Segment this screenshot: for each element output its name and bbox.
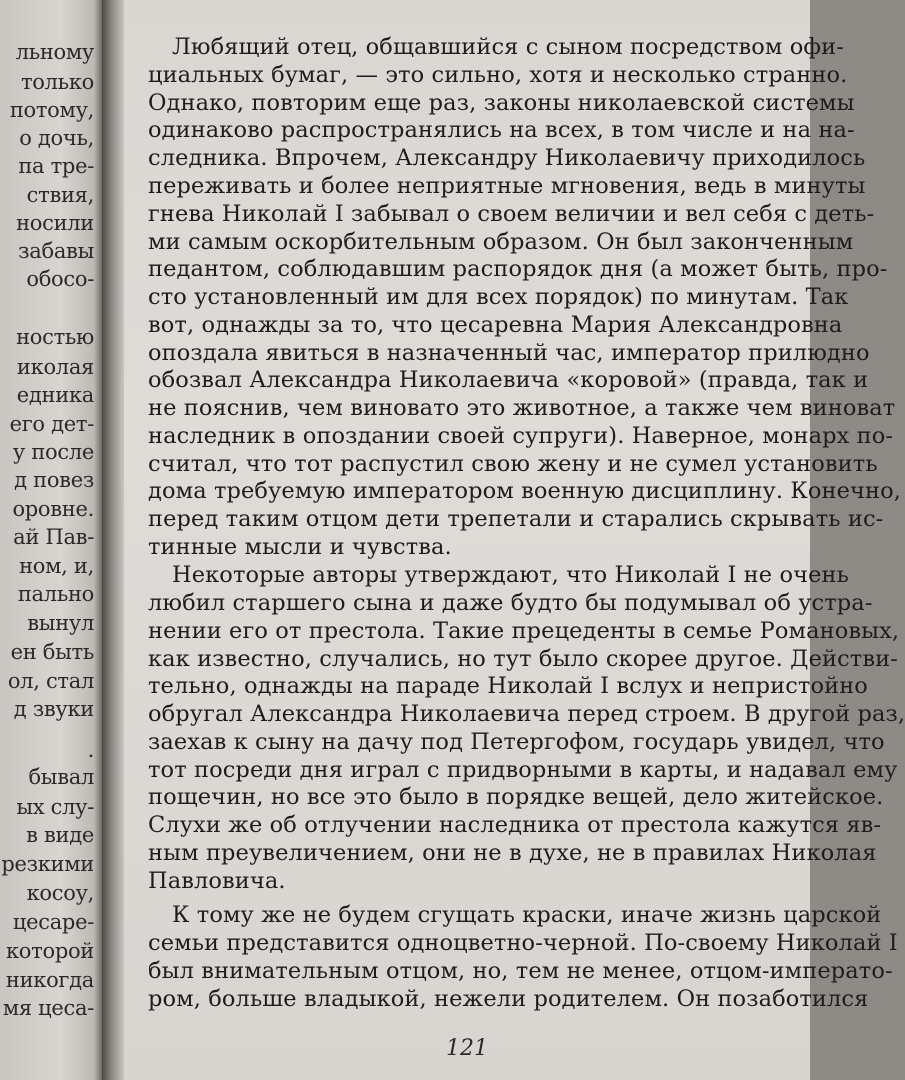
text-line: пощечин, но все это было в порядке вещей, дело житейское. (148, 784, 884, 810)
text-line: переживать и более неприятные мгновения, ведь в минуты (148, 173, 866, 199)
left-page-fragment: в виде (26, 823, 94, 847)
left-page-fragment: ном, и, (19, 554, 94, 578)
text-line: обозвал Александра Николаевича «коровой» (правда, так и (148, 367, 869, 393)
left-page-fragment: ствия, (26, 183, 94, 207)
text-line: сто установленный им для всех порядок) по минутам. Так (148, 284, 849, 310)
text-line: педантом, соблюдавшим распорядок дня (а может быть, про- (148, 256, 888, 282)
text-line: не пояснив, чем виновато это животное, а также чем виноват (148, 395, 896, 421)
left-page-fragment: оровне. (12, 497, 94, 521)
left-page-fragment: льному (15, 40, 94, 64)
text-line: тот посреди дня играл с придворными в карты, и надавал ему (148, 757, 898, 783)
left-page-fragment: резкими (1, 852, 94, 876)
text-line: дома требуемую императором военную дисциплину. Конечно, (148, 478, 902, 504)
text-line: Павловича. (148, 868, 286, 894)
text-line: Любящий отец, общавшийся с сыном посредством офи- (172, 34, 844, 60)
text-line: Некоторые авторы утверждают, что Николай I не очень (172, 562, 849, 588)
left-page-fragment: иколая (16, 355, 94, 379)
text-line: гнева Николай I забывал о своем величии и вел себя с деть- (148, 201, 875, 227)
left-page-fragment: ен быть (10, 640, 94, 664)
left-page-fragment: пально (17, 582, 94, 606)
left-page-fragment: ол, стал (7, 669, 94, 693)
text-line: был внимательным отцом, но, тем не менее, отцом-императо- (148, 958, 893, 984)
left-page-fragment: па тре- (18, 154, 94, 178)
left-page-fragment: косоу, (26, 881, 94, 905)
page-number: 121 (446, 1036, 488, 1061)
left-page-fragment: бывал (28, 765, 94, 789)
left-page-fragment: . (87, 738, 94, 762)
left-page-fragment: носили (16, 211, 94, 235)
text-line: перед таким отцом дети трепетали и старались скрывать ис- (148, 506, 884, 532)
left-page-fragment: мя цеса- (2, 996, 94, 1020)
text-line: нении его от престола. Такие прецеденты в семье Романовых, (148, 618, 900, 644)
left-page-fragment: д повез (14, 468, 94, 492)
left-page-fragment: д звуки (13, 697, 94, 721)
book-gutter (102, 0, 124, 1080)
text-line: К тому же не будем сгущать краски, иначе жизнь царской (172, 902, 882, 928)
left-page-fragment: потому, (9, 98, 94, 122)
text-line: одинаково распространялись на всех, в том числе и на на- (148, 117, 855, 143)
text-line: считал, что тот распустил свою жену и не сумел установить (148, 451, 878, 477)
text-line: вот, однажды за то, что цесаревна Мария Александровна (148, 312, 843, 338)
text-line: семьи представится одноцветно-черной. По-своему Николай I (148, 930, 898, 956)
left-page-fragment: едника (16, 383, 94, 407)
left-page-edge (0, 0, 102, 1080)
left-page-fragment: которой (5, 939, 94, 963)
left-page-fragment: никогда (5, 968, 94, 992)
text-line: как известно, случались, но тут было скорее другое. Действи- (148, 646, 898, 672)
text-line: ми самым оскорбительным образом. Он был законченным (148, 229, 854, 255)
left-page-fragment: только (20, 70, 94, 94)
text-line: ром, больше владыкой, нежели родителем. Он позаботился (148, 986, 869, 1012)
text-line: следника. Впрочем, Александру Николаевичу приходилось (148, 145, 866, 171)
text-line: ным преувеличением, они не в духе, не в правилах Николая (148, 840, 877, 866)
text-line: циальных бумаг, — это сильно, хотя и несколько странно. (148, 62, 848, 88)
text-line: Однако, повторим еще раз, законы николаевской системы (148, 90, 855, 116)
text-line: любил старшего сына и даже будто бы подумывал об устра- (148, 590, 873, 616)
left-page-fragment: о дочь, (19, 126, 94, 150)
left-page-fragment: его дет- (9, 412, 94, 436)
left-page-fragment: ай Пав- (13, 525, 94, 549)
text-line: заехав к сыну на дачу под Петергофом, государь увидел, что (148, 729, 885, 755)
left-page-fragment: обосо- (26, 267, 94, 291)
right-page (124, 0, 905, 1080)
left-page-fragment: вынул (27, 611, 94, 635)
text-line: наследник в опоздании своей супруги). Наверное, монарх по- (148, 423, 894, 449)
left-page-fragment: забавы (18, 239, 94, 263)
text-line: тельно, однажды на параде Николай I вслух и непристойно (148, 673, 868, 699)
left-page-fragment: ых слу- (16, 795, 94, 819)
left-page-fragment: у после (12, 440, 94, 464)
text-line: обругал Александра Николаевича перед строем. В другой раз, (148, 701, 905, 727)
text-line: тинные мысли и чувства. (148, 534, 452, 560)
left-page-fragment: цесаре- (12, 910, 94, 934)
left-page-fragment: ностью (16, 325, 94, 349)
text-line: Слухи же об отлучении наследника от престола кажутся яв- (148, 812, 882, 838)
text-line: опоздала явиться в назначенный час, император прилюдно (148, 340, 870, 366)
